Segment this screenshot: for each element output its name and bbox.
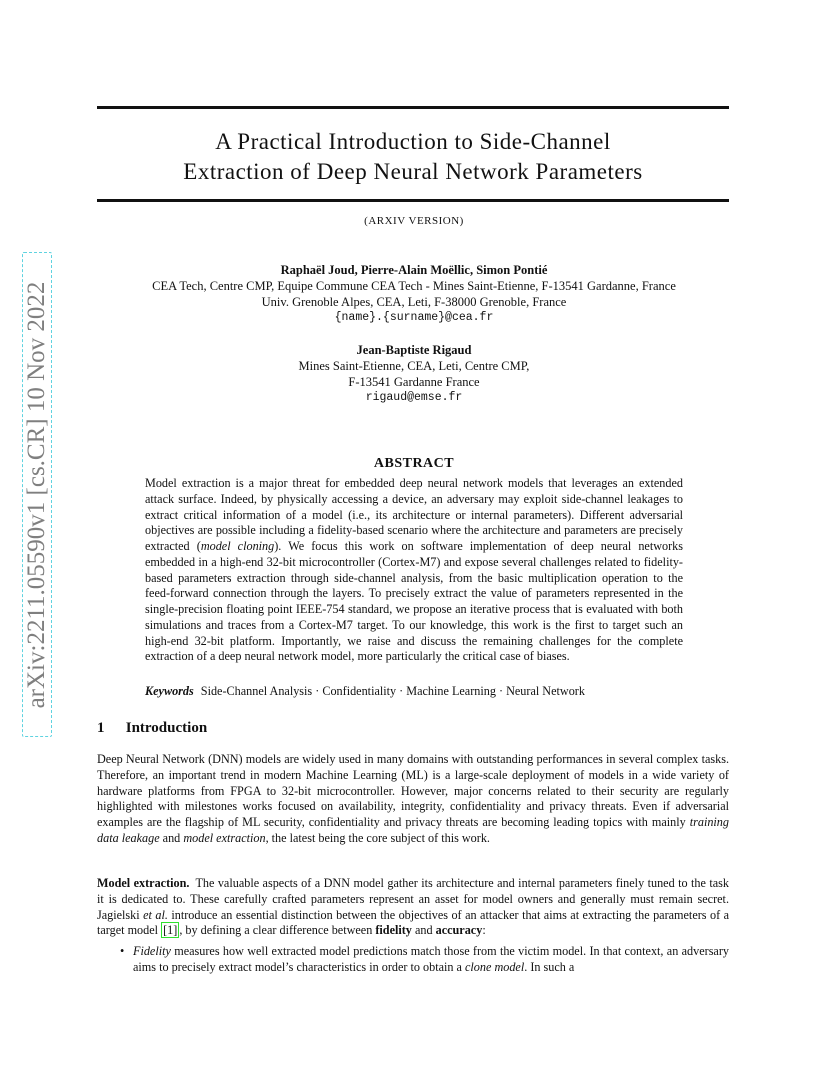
author-affiliation: Univ. Grenoble Alpes, CEA, Leti, F-38000 Grenoble, France: [261, 295, 567, 309]
paragraph-text: introduce an essential distinction between the objectives of an attacker that aims at extracting the parameters of a target model: [97, 907, 730, 938]
paragraph-text: and: [159, 830, 184, 845]
section-title: Introduction: [125, 720, 208, 736]
arxiv-stamp-text: arXiv:2211.05590v1 [cs.CR] 10 Nov 2022: [23, 281, 50, 708]
keywords-list: Side-Channel Analysis · Confidentiality · Machine Learning · Neural Network: [200, 684, 585, 698]
keywords-label: Keywords: [145, 684, 194, 698]
paragraph-strong: fidelity: [375, 923, 412, 938]
author-group-2: [0, 342, 828, 406]
title-bottom-rule: [97, 199, 729, 202]
author-names: Jean-Baptiste Rigaud: [356, 343, 472, 357]
author-group-1: [0, 262, 828, 326]
author-email: {name}.{surname}@cea.fr: [334, 311, 494, 324]
abstract-body: [145, 476, 683, 665]
paragraph-text: :: [482, 923, 486, 938]
author-affiliation: CEA Tech, Centre CMP, Equipe Commune CEA Tech - Mines Saint-Etienne, F-13541 Gardanne, France: [152, 279, 676, 293]
intro-paragraph-1: [97, 752, 729, 847]
abstract-emphasis: model cloning: [200, 539, 275, 553]
paragraph-lead: Model extraction.: [97, 876, 190, 890]
bullet-item-fidelity: [120, 944, 729, 976]
author-email: rigaud@emse.fr: [365, 391, 463, 404]
keywords: [145, 683, 683, 699]
section-heading-introduction: [97, 720, 207, 737]
bullet-dot-icon: •: [120, 944, 125, 958]
paragraph-strong: accuracy: [435, 923, 483, 938]
abstract-heading: ABSTRACT: [373, 456, 455, 471]
abstract-text: Model extraction is a major threat for embedded deep neural network models that leverages an extended attack surface. Indeed, by physically accessing a device, an adversary may exploit side-channel leakages to extract critical information of a model (i.e., its architecture or internal parameters). Different adversarial objectives are possible including a fidelity-based scenario where the architecture and parameters are precisely extracted (: [145, 476, 683, 553]
version-label: (ARXIV VERSION): [364, 215, 464, 227]
intro-paragraph-2: [97, 876, 729, 939]
paper-title: [97, 127, 729, 187]
paragraph-text: and: [411, 923, 436, 938]
bullet-term: Fidelity: [133, 944, 171, 958]
author-affiliation: Mines Saint-Etienne, CEA, Leti, Centre CMP,: [298, 359, 530, 373]
paper-title-line-2: Extraction of Deep Neural Network Parameters: [183, 159, 643, 184]
title-top-rule: [97, 106, 729, 109]
bullet-text: measures how well extracted model predictions match those from the victim model. In that context, an adversary aims to precisely extract model’s characteristics in order to obtain a: [133, 944, 729, 974]
paragraph-emphasis: model extraction: [183, 830, 266, 845]
bullet-text: . In such a: [524, 959, 575, 974]
section-number: 1: [97, 720, 105, 736]
paragraph-text: The valuable aspects of a DNN model gather its architecture and internal parameters finely tuned to the task it is dedicated to. These carefully crafted parameters represent an asset for model owners and generally must remain secret. Jagielski: [97, 876, 729, 922]
paragraph-emphasis: training data leakage: [97, 815, 729, 845]
author-affiliation: F-13541 Gardanne France: [348, 375, 480, 389]
paragraph-text: , by defining a clear difference between: [179, 923, 376, 938]
citation-link[interactable]: [1]: [163, 923, 178, 938]
paragraph-text: , the latest being the core subject of this work.: [265, 830, 490, 845]
bullet-emphasis: clone model: [465, 959, 525, 974]
paragraph-emphasis: et al.: [143, 907, 168, 922]
paragraph-text: Deep Neural Network (DNN) models are widely used in many domains with outstanding performances in several complex tasks. Therefore, an important trend in modern Machine Learning (ML) is a large-scale deployment of models in a wide variety of hardware platforms from FPGA to 32-bit microcontroller. However, major concerns related to their security are regularly highlighted with milestones works focused on availability, integrity, confidentiality and privacy threats. Even if adversarial examples are the flagship of ML security, confidentiality and privacy threats are becoming leading topics with mainly: [97, 752, 729, 829]
abstract-text: ). We focus this work on software implementation of deep neural networks embedded in a high-end 32-bit microcontroller (Cortex-M7) and expose several challenges related to fidelity-based parameters extraction through side-channel analysis, from the basic multiplication operation to the feed-forward connection through the layers. To precisely extract the value of parameters represented in the single-precision floating point IEEE-754 standard, we propose an iterative process that is evaluated with both simulations and traces from a Cortex-M7 target. To our knowledge, this work is the first to target such an high-end 32-bit platform. Importantly, we raise and discuss the remaining challenges for the complete extraction of a deep neural network model, more particularly the critical case of biases.: [145, 539, 684, 664]
author-names: Raphaël Joud, Pierre-Alain Moëllic, Simon Pontié: [280, 263, 548, 277]
paper-title-line-1: A Practical Introduction to Side-Channel: [215, 129, 611, 154]
